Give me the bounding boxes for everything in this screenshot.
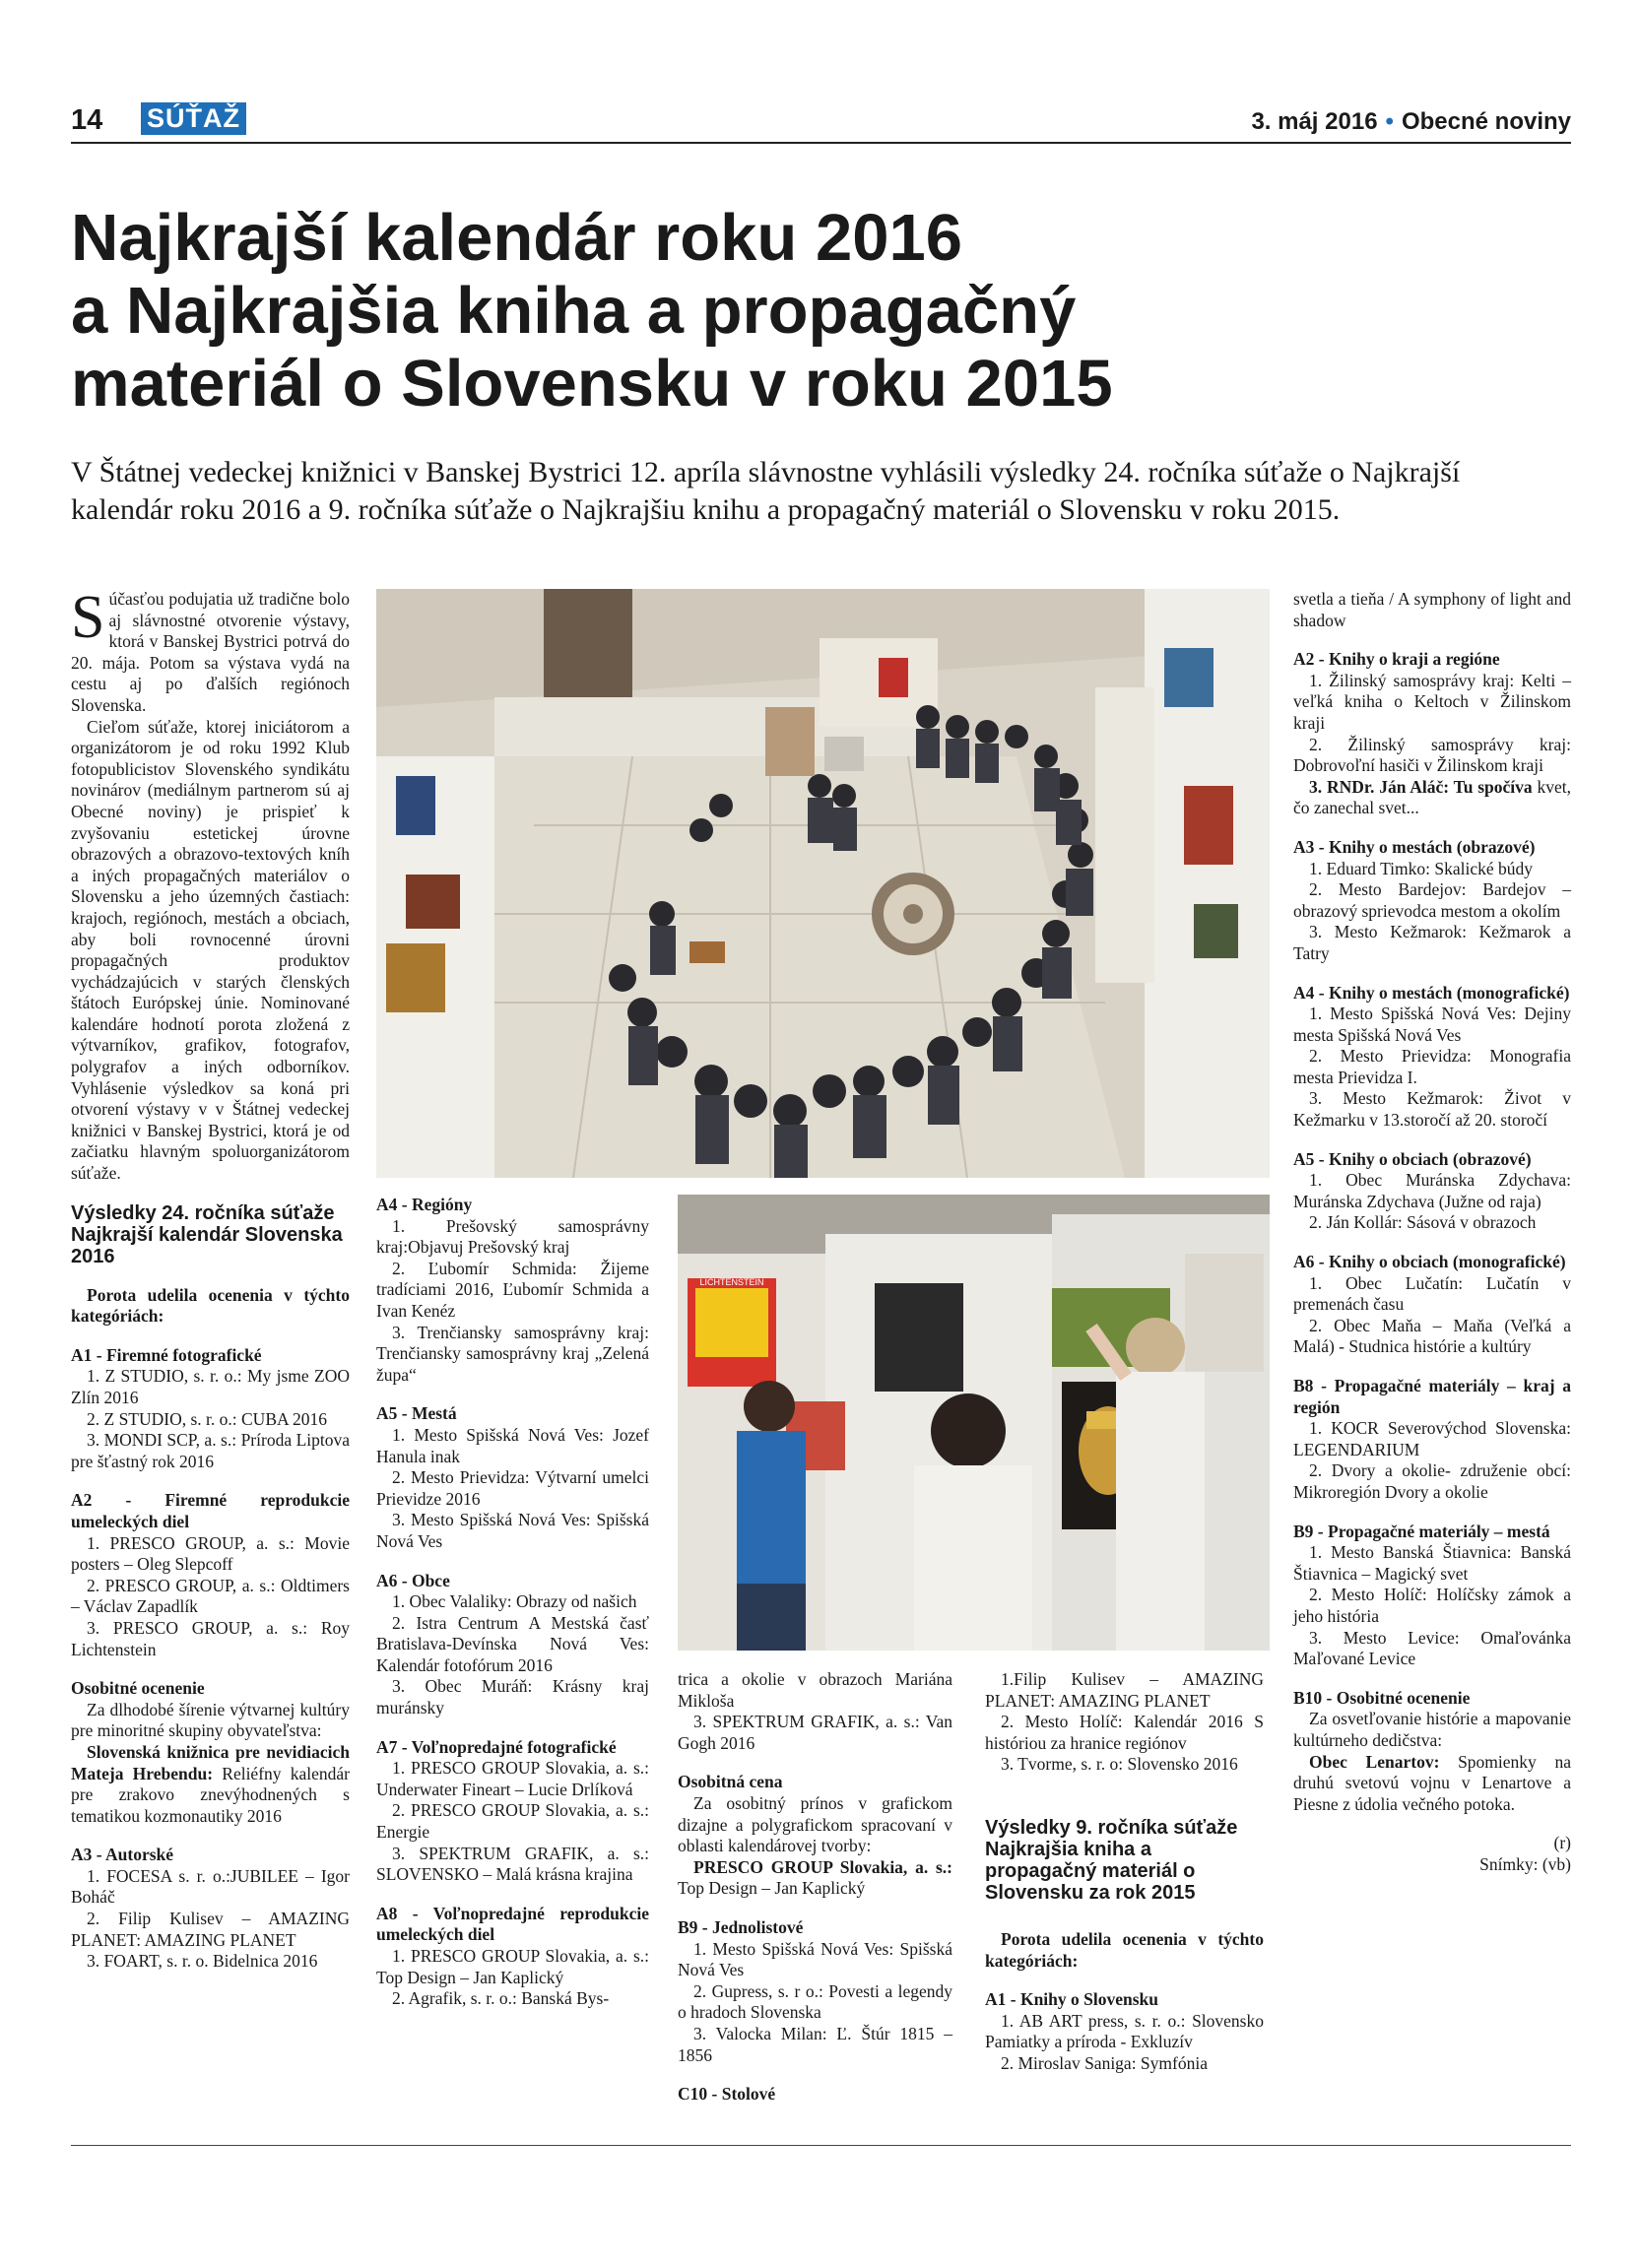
column-3 xyxy=(678,1669,952,2106)
column-5 xyxy=(1293,589,1571,1875)
award-item: 1. PRESCO GROUP Slovakia, a. s.: Top Design – Jan Kaplický xyxy=(376,1946,649,1987)
category-heading: B9 - Propagačné materiály – mestá xyxy=(1293,1521,1550,1541)
award-item: 2. Ján Kollár: Sásová v obrazoch xyxy=(1309,1212,1537,1233)
continued-text: trica a okolie v obrazoch Mariána Mikloša xyxy=(678,1669,952,1711)
article-title xyxy=(71,202,1548,421)
drop-cap: S xyxy=(71,584,105,651)
award-item: 2. Žilinský samosprávy kraj: Dobrovoľní hasiči v Žilinskom kraji xyxy=(1293,734,1571,776)
column-2 xyxy=(376,1195,649,2010)
award-item: 2. Miroslav Saniga: Symfónia xyxy=(1001,2052,1208,2073)
award-item: 1. Mesto Spišská Nová Ves: Dejiny mesta Spišská Nová Ves xyxy=(1293,1004,1571,1045)
award-item: 2. Istra Centrum A Mestská časť Bratislava-Devínska Nová Ves: Kalendár fotofórum 2016 xyxy=(376,1612,649,1675)
jury-note: Porota udelila ocenenia v týchto kategóriách: xyxy=(71,1284,350,1327)
award-item: 2. Obec Maňa – Maňa (Veľká a Malá) - Studnica histórie a kultúry xyxy=(1293,1315,1571,1357)
category-heading: A2 - Knihy o kraji a regióne xyxy=(1293,649,1500,670)
award-winner: Obec Lenartov: Spomienky na druhú svetovú vojnu v Lenartove a Piesne z údolia večného potoka. xyxy=(1293,1751,1571,1814)
category-heading: A3 - Knihy o mestách (obrazové) xyxy=(1293,836,1536,857)
award-item: 2. Mesto Prievidza: Výtvarní umelci Prievidze 2016 xyxy=(376,1467,649,1509)
award-item: 1. Eduard Timko: Skalické búdy xyxy=(1309,858,1534,878)
award-item: 3. MONDI SCP, a. s.: Príroda Liptova pre šťastný rok 2016 xyxy=(71,1430,350,1471)
award-item: 2. Agrafik, s. r. o.: Banská Bys- xyxy=(392,1988,610,2009)
award-item: 2. Filip Kulisev – AMAZING PLANET: AMAZING PLANET xyxy=(71,1909,350,1950)
column-1 xyxy=(71,584,350,1973)
award-item: 3. Trenčiansky samosprávny kraj: Trenčiansky samosprávny kraj „Zelená župa“ xyxy=(376,1322,649,1385)
award-item: 2. Ľubomír Schmida: Žijeme tradíciami 2016, Ľubomír Schmida a Ivan Kenéz xyxy=(376,1258,649,1321)
publication-name: Obecné noviny xyxy=(1401,108,1571,135)
category-heading: A5 - Mestá xyxy=(376,1403,457,1424)
award-item: 3. FOART, s. r. o. Bidelnica 2016 xyxy=(87,1951,318,1972)
award-item: 1. AB ART press, s. r. o.: Slovensko Pamiatky a príroda - Exkluzív xyxy=(985,2010,1264,2052)
category-heading: A7 - Voľnopredajné fotografické xyxy=(376,1736,617,1757)
intro-paragraph xyxy=(71,584,350,717)
award-text: Za osvetľovanie histórie a mapovanie kultúrneho dedičstva: xyxy=(1293,1709,1571,1750)
page-number: 14 xyxy=(71,104,103,136)
category-heading: A8 - Voľnopredajné reprodukcie umeleckých diel xyxy=(376,1903,649,1945)
award-winner: Slovenská knižnica pre nevidiacich Mateja Hrebendu: Reliéfny kalendár pre zrakovo znevýhodnených s tematikou kozmonautiky 2016 xyxy=(71,1741,350,1826)
footer-rule xyxy=(71,2145,1571,2146)
award-item: 3. Mesto Spišská Nová Ves: Spišská Nová Ves xyxy=(376,1510,649,1551)
award-item: 2. Mesto Holíč: Kalendár 2016 S históriou za hranice regiónov xyxy=(985,1712,1264,1753)
category-heading: A4 - Regióny xyxy=(376,1195,473,1214)
photo-credit: Snímky: (vb) xyxy=(1479,1853,1571,1874)
author-sign: (r) xyxy=(1553,1833,1571,1853)
separator-dot: • xyxy=(1385,108,1394,135)
title-line: Najkrajší kalendár roku 2016 xyxy=(71,201,963,275)
category-heading: A6 - Knihy o obciach (monografické) xyxy=(1293,1252,1566,1272)
issue-date: 3. máj 2016 xyxy=(1251,108,1378,135)
category-heading: A3 - Autorské xyxy=(71,1845,174,1865)
award-item: 1. Mesto Banská Štiavnica: Banská Štiavnica – Magický svet xyxy=(1293,1542,1571,1584)
award-item: 2. PRESCO GROUP, a. s.: Oldtimers – Václav Zapadlík xyxy=(71,1575,350,1617)
calendars-photo-image xyxy=(678,1195,1270,1651)
award-text: Za osobitný prínos v grafickom dizajne a polygrafickom spracovaní v oblasti kalendárovej tvorby: xyxy=(678,1792,952,1856)
award-item: 2. Dvory a okolie- združenie obcí: Mikroregión Dvory a okolie xyxy=(1293,1460,1571,1502)
category-heading: A1 - Knihy o Slovensku xyxy=(985,1989,1159,2010)
category-heading: A5 - Knihy o obciach (obrazové) xyxy=(1293,1148,1532,1169)
category-heading: Osobitné ocenenie xyxy=(71,1678,205,1699)
exhibition-photo-image xyxy=(376,589,1270,1178)
category-heading: B9 - Jednolistové xyxy=(678,1916,804,1937)
award-item: 1. FOCESA s. r. o.:JUBILEE – Igor Boháč xyxy=(71,1865,350,1908)
award-item: 1.Filip Kulisev – AMAZING PLANET: AMAZING PLANET xyxy=(985,1669,1264,1711)
category-heading: A2 - Firemné reprodukcie umeleckých diel xyxy=(71,1490,350,1531)
title-line: a Najkrajšia kniha a propagačný xyxy=(71,274,1077,348)
category-heading: A6 - Obce xyxy=(376,1570,450,1590)
category-heading: C10 - Stolové xyxy=(678,2084,776,2105)
award-item: 1. Prešovský samosprávny kraj:Objavuj Prešovský kraj xyxy=(376,1215,649,1258)
intro-text: účasťou podujatia už tradične bolo aj slávnostné otvorenie výstavy, ktorá v Banskej Bystrici potrvá do 20. mája. Potom sa výstava vydá na cestu aj po ďalších regiónoch Slovenska. xyxy=(71,589,350,715)
award-item: 3. Valocka Milan: Ľ. Štúr 1815 – 1856 xyxy=(678,2023,952,2065)
calendars-photo xyxy=(678,1195,1270,1651)
award-item: 1. Obec Valaliky: Obrazy od našich xyxy=(392,1591,637,1612)
continued-text: svetla a tieňa / A symphony of light and shadow xyxy=(1293,589,1571,630)
award-item: 1. Mesto Spišská Nová Ves: Spišská Nová Ves xyxy=(678,1938,952,1980)
category-heading: B10 - Osobitné ocenenie xyxy=(1293,1687,1471,1708)
results-heading: Výsledky 9. ročníka súťaže Najkrajšia kniha a propagačný materiál o Slovensku za rok 2015 xyxy=(985,1816,1238,1904)
award-item: 1. Obec Muránska Zdychava: Muránska Zdychava (Južne od raja) xyxy=(1293,1170,1571,1211)
award-text: Za dlhodobé šírenie výtvarnej kultúry pre minoritné skupiny obyvateľstva: xyxy=(71,1699,350,1741)
award-item: 3. Tvorme, s. r. o: Slovensko 2016 xyxy=(1001,1754,1238,1775)
award-item: 1. PRESCO GROUP, a. s.: Movie posters – Oleg Slepcoff xyxy=(71,1532,350,1575)
award-item: 2. Mesto Bardejov: Bardejov – obrazový sprievodca mestom a okolím xyxy=(1293,879,1571,921)
category-heading: A1 - Firemné fotografické xyxy=(71,1344,262,1365)
category-heading: B8 - Propagačné materiály – kraj a región xyxy=(1293,1376,1571,1417)
category-heading: A4 - Knihy o mestách (monografické) xyxy=(1293,982,1570,1003)
award-item: 2. Mesto Prievidza: Monografia mesta Prievidza I. xyxy=(1293,1046,1571,1087)
award-item: 2. PRESCO GROUP Slovakia, a. s.: Energie xyxy=(376,1800,649,1843)
results-heading: Výsledky 24. ročníka súťaže Najkrajší kalendár Slovenska 2016 xyxy=(71,1201,343,1267)
award-item: 3. SPEKTRUM GRAFIK, a. s.: Van Gogh 2016 xyxy=(678,1712,952,1753)
title-line: materiál o Slovensku v roku 2015 xyxy=(71,347,1113,421)
award-item: 2. Z STUDIO, s. r. o.: CUBA 2016 xyxy=(87,1408,328,1429)
award-item: 1. Z STUDIO, s. r. o.: My jsme ZOO Zlín 2016 xyxy=(71,1366,350,1407)
award-item: 3. Mesto Kežmarok: Kežmarok a Tatry xyxy=(1293,922,1571,963)
award-item: 1. KOCR Severovýchod Slovenska: LEGENDARIUM xyxy=(1293,1418,1571,1459)
award-item: 2. Mesto Holíč: Holíčsky zámok a jeho história xyxy=(1293,1585,1571,1626)
award-item: 2. Gupress, s. r o.: Povesti a legendy o hradoch Slovenska xyxy=(678,1980,952,2023)
award-item: 3. Mesto Kežmarok: Život v Kežmarku v 13.storočí až 20. storočí xyxy=(1293,1088,1571,1131)
award-winner: PRESCO GROUP Slovakia, a. s.: Top Design – Jan Kaplický xyxy=(678,1856,952,1899)
award-item: 3. PRESCO GROUP, a. s.: Roy Lichtenstein xyxy=(71,1617,350,1659)
award-item: 1. Mesto Spišská Nová Ves: Jozef Hanula inak xyxy=(376,1424,649,1466)
poster-caption: LICHTENSTEIN xyxy=(699,1277,764,1287)
award-item: 3. SPEKTRUM GRAFIK, a. s.: SLOVENSKO – Malá krásna krajina xyxy=(376,1843,649,1885)
column-4 xyxy=(985,1669,1264,2075)
header-rule xyxy=(71,142,1571,144)
award-item: 1. PRESCO GROUP Slovakia, a. s.: Underwater Fineart – Lucie Drlíková xyxy=(376,1758,649,1799)
body-paragraph: Cieľom súťaže, ktorej iniciátorom a organizátorom je od roku 1992 Klub fotopublicistov Slovenského syndikátu novinárov (mediálnym partnerom sú aj Obecné noviny) je prispieť k zvyšovaniu estetickej úrovne obrazových a obrazovo-textových kníh a iných propagačných materiálov o Slovensku a jeho územných častiach: krajoch, regiónoch, mestách a obciach, aby boli rovnocenné úrovni propagačných produktov vychádzajúcich v starých členských štátoch Európskej únie. Nominované kalendáre hodnotí porota zložená z výtvarníkov, grafikov, fotografov, polygrafov a iných odborníkov. Vyhlásenie výsledkov sa koná pri otvorení výstavy v v Štátnej vedeckej knižnici v Banskej Bystrici, ktorá je od začiatku hlavným spoluorganizátorom súťaže. xyxy=(71,716,350,1184)
award-item: 1. Obec Lučatín: Lučatín v premenách času xyxy=(1293,1272,1571,1315)
category-heading: Osobitná cena xyxy=(678,1772,783,1792)
article-lead: V Štátnej vedeckej knižnici v Banskej Bystrici 12. apríla slávnostne vyhlásili výsledky 24. ročníka súťaže o Najkrajší kalendár roku 2016 a 9. ročníka súťaže o Najkrajšiu knihu a propagačný materiál o Slovensku v roku 2015. xyxy=(71,456,1461,526)
award-item: 1. Žilinský samosprávy kraj: Kelti – veľká kniha o Keltoch v Žilinskom kraji xyxy=(1293,670,1571,733)
exhibition-photo xyxy=(376,589,1270,1178)
masthead xyxy=(1251,108,1571,136)
section-tag: SÚŤAŽ xyxy=(141,102,246,135)
award-item: 3. Obec Muráň: Krásny kraj muránsky xyxy=(376,1676,649,1718)
jury-note: Porota udelila ocenenia v týchto kategóriách: xyxy=(985,1928,1264,1971)
award-item: 3. RNDr. Ján Aláč: Tu spočíva kvet, čo zanechal svet... xyxy=(1293,776,1572,818)
award-item: 3. Mesto Levice: Omaľovánka Maľované Levice xyxy=(1293,1627,1571,1669)
